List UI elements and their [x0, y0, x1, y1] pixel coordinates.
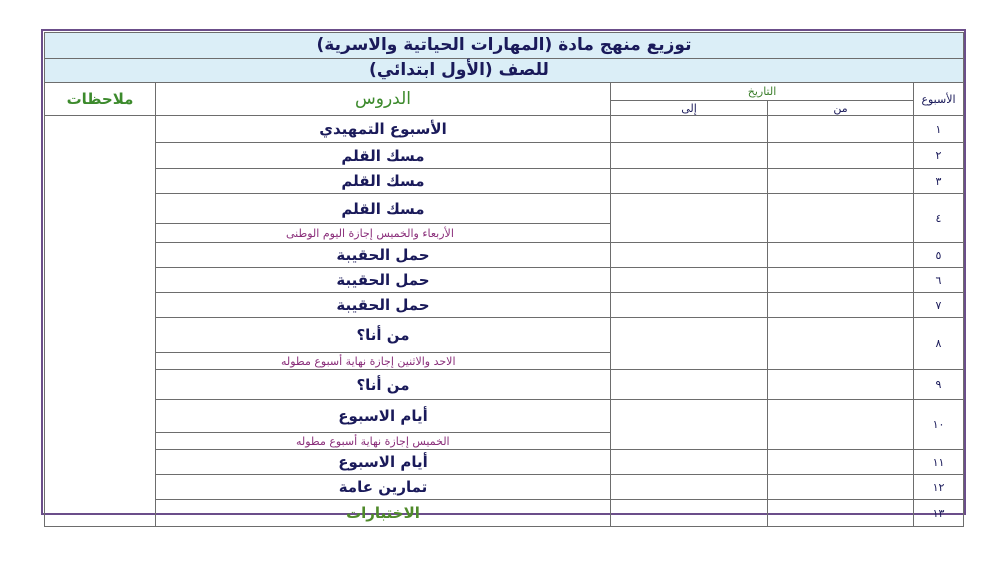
title-line-2: للصف (الأول ابتدائي): [369, 59, 549, 80]
title-line-1: توزيع منهج مادة (المهارات الحياتية والاسرية): [316, 34, 692, 55]
date-to-cell: [611, 293, 768, 318]
week-number: ٢: [914, 143, 964, 169]
date-to-header: إلى: [611, 101, 768, 116]
date-from-cell: [768, 116, 914, 143]
date-from-cell: [768, 194, 914, 243]
week-number: ١: [914, 116, 964, 143]
table-row: [45, 400, 964, 433]
date-from-cell: [768, 268, 914, 293]
lesson-note: الأربعاء والخميس إجازة اليوم الوطنى: [156, 224, 611, 243]
table-row: [45, 83, 964, 101]
table-row: [45, 243, 964, 268]
date-to-cell: [611, 194, 768, 243]
week-number: ٧: [914, 293, 964, 318]
date-to-cell: [611, 318, 768, 370]
table-row: [45, 143, 964, 169]
week-number: ١٢: [914, 475, 964, 500]
table-row: [45, 475, 964, 500]
week-number: ٣: [914, 169, 964, 194]
date-from-cell: [768, 370, 914, 400]
date-from-cell: [768, 143, 914, 169]
date-from-cell: [768, 243, 914, 268]
table-row: [45, 33, 964, 59]
lesson-title: تمارين عامة: [156, 475, 611, 500]
date-from-cell: [768, 169, 914, 194]
date-from-cell: [768, 400, 914, 450]
date-to-cell: [611, 116, 768, 143]
curriculum-table: [44, 32, 964, 527]
lesson-title: الاختبارات: [156, 500, 611, 527]
table-row: [45, 500, 964, 527]
lesson-title: مسك القلم: [156, 143, 611, 169]
table-row: [45, 268, 964, 293]
lesson-title: من أنا؟: [156, 370, 611, 400]
date-to-cell: [611, 268, 768, 293]
table-row: [45, 194, 964, 224]
week-number: ٤: [914, 194, 964, 243]
lesson-title: أيام الاسبوع: [156, 400, 611, 433]
week-number: ٩: [914, 370, 964, 400]
date-from-cell: [768, 318, 914, 370]
lesson-title: حمل الحقيبة: [156, 243, 611, 268]
table-row: [45, 370, 964, 400]
date-header: التاريخ: [611, 83, 914, 101]
week-number: ٥: [914, 243, 964, 268]
table-row: [45, 318, 964, 353]
notes-body-cell: [45, 116, 156, 527]
week-number: ١٠: [914, 400, 964, 450]
date-to-cell: [611, 500, 768, 527]
lesson-title: حمل الحقيبة: [156, 293, 611, 318]
table-row: [45, 450, 964, 475]
lesson-title: حمل الحقيبة: [156, 268, 611, 293]
table-title: [45, 33, 964, 59]
date-from-cell: [768, 450, 914, 475]
date-from-cell: [768, 500, 914, 527]
week-number: ١١: [914, 450, 964, 475]
week-header: الأسبوع: [914, 83, 964, 116]
week-number: ٦: [914, 268, 964, 293]
table-row: [45, 59, 964, 83]
week-number: ١٣: [914, 500, 964, 527]
lessons-header: الدروس: [156, 83, 611, 116]
date-to-cell: [611, 370, 768, 400]
lesson-title: مسك القلم: [156, 169, 611, 194]
lesson-title: الأسبوع التمهيدي: [156, 116, 611, 143]
lesson-title: أيام الاسبوع: [156, 450, 611, 475]
date-from-header: من: [768, 101, 914, 116]
lesson-title: من أنا؟: [156, 318, 611, 353]
table-subtitle: [45, 59, 964, 83]
table-row: [45, 116, 964, 143]
date-to-cell: [611, 475, 768, 500]
date-from-cell: [768, 475, 914, 500]
date-to-cell: [611, 450, 768, 475]
lesson-title: مسك القلم: [156, 194, 611, 224]
date-to-cell: [611, 400, 768, 450]
lesson-note: الاحد والاثنين إجازة نهاية أسبوع مطوله: [156, 353, 611, 370]
week-number: ٨: [914, 318, 964, 370]
table-row: [45, 293, 964, 318]
lesson-note: الخميس إجازة نهاية أسبوع مطوله: [156, 433, 611, 450]
date-to-cell: [611, 169, 768, 194]
date-to-cell: [611, 243, 768, 268]
notes-header: ملاحظات: [45, 83, 156, 116]
table-row: [45, 169, 964, 194]
date-to-cell: [611, 143, 768, 169]
date-from-cell: [768, 293, 914, 318]
